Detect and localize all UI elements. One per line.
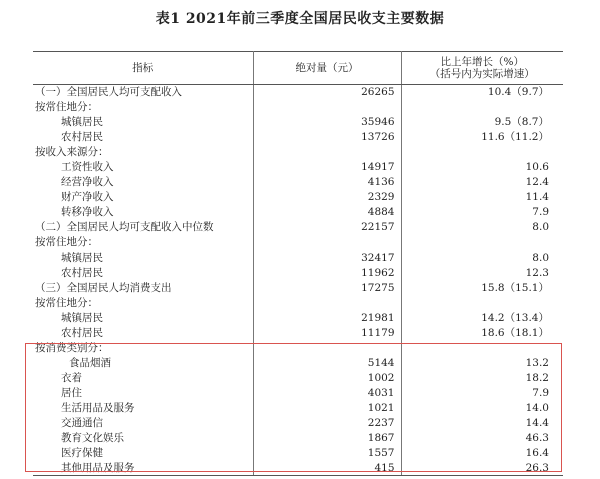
row-growth-value: [401, 145, 563, 160]
row-label: 生活用品及服务: [33, 400, 253, 415]
table-row: [33, 355, 563, 370]
row-label: 衣着: [33, 370, 253, 385]
row-label: 按常住地分：: [33, 235, 253, 250]
table-row: [33, 370, 563, 385]
row-label: 城镇居民: [33, 250, 253, 265]
table-row: [33, 265, 563, 280]
row-growth-value: 7.9: [532, 386, 549, 399]
row-absolute-value: 5144: [253, 355, 401, 370]
row-absolute-value: [253, 235, 401, 250]
table-row: [33, 205, 563, 220]
row-label: 交通通信: [33, 416, 253, 431]
row-absolute-value: 1557: [253, 446, 401, 461]
row-growth-value: 18.6（18.1）: [481, 326, 549, 339]
row-label: （三）全国居民人均消费支出: [33, 280, 253, 295]
row-growth-value: 11.6（11.2）: [481, 131, 549, 144]
row-label: 食品烟酒: [33, 355, 253, 370]
table-row: [33, 340, 563, 355]
row-label: 医疗保健: [33, 446, 253, 461]
header-growth-line2: （括号内为实际增速）: [429, 68, 535, 80]
table-row: [33, 385, 563, 400]
table-row: [33, 235, 563, 250]
row-label: （二）全国居民人均可支配收入中位数: [33, 220, 253, 235]
row-absolute-value: 32417: [253, 250, 401, 265]
row-absolute-value: 4884: [253, 205, 401, 220]
row-absolute-value: 26265: [253, 85, 401, 100]
row-label: 农村居民: [33, 265, 253, 280]
table-row: [33, 190, 563, 205]
row-absolute-value: 13726: [253, 130, 401, 145]
table-row: [33, 160, 563, 175]
row-absolute-value: [253, 295, 401, 310]
row-growth-value: 14.0: [525, 402, 549, 414]
row-label: （一）全国居民人均可支配收入: [33, 85, 253, 100]
row-absolute-value: 21981: [253, 310, 401, 325]
table-row: [33, 461, 563, 476]
row-label: 经营净收入: [33, 175, 253, 190]
row-growth-value: 26.3: [401, 461, 563, 476]
row-growth-value: 8.0: [532, 221, 549, 234]
row-absolute-value: 1867: [253, 431, 401, 446]
row-label: 工资性收入: [33, 160, 253, 175]
row-growth-value: 10.4（9.7）: [487, 86, 549, 99]
row-growth-value: [401, 100, 563, 115]
row-absolute-value: 11962: [253, 265, 401, 280]
table-row: [33, 295, 563, 310]
row-absolute-value: 4136: [253, 175, 401, 190]
table-row: [33, 325, 563, 340]
row-label: 按消费类别分：: [33, 340, 253, 355]
header-indicator: 指标: [33, 52, 253, 85]
row-label: 农村居民: [33, 325, 253, 340]
row-growth-value: 16.4: [525, 447, 549, 460]
table-row: [33, 220, 563, 235]
table-row: [33, 130, 563, 145]
row-growth-value: 14.4: [525, 417, 549, 430]
row-growth-value: 9.5（8.7）: [494, 116, 549, 129]
table-row: [33, 416, 563, 431]
row-label: 城镇居民: [33, 310, 253, 325]
header-growth: [401, 52, 563, 85]
row-absolute-value: 1002: [253, 370, 401, 385]
row-absolute-value: [253, 340, 401, 355]
row-growth-value: [401, 340, 563, 355]
row-label: 按收入来源分：: [33, 145, 253, 160]
table-row: [33, 145, 563, 160]
row-absolute-value: 415: [253, 461, 401, 476]
row-growth-value: [401, 235, 563, 250]
row-absolute-value: 35946: [253, 115, 401, 130]
table-row: [33, 446, 563, 461]
row-absolute-value: 17275: [253, 280, 401, 295]
table-row: [33, 85, 563, 100]
row-growth-value: 12.3: [525, 266, 549, 279]
row-growth-value: 7.9: [532, 206, 549, 219]
row-absolute-value: 2329: [253, 190, 401, 205]
row-growth-value: 15.8（15.1）: [481, 281, 549, 294]
row-label: 城镇居民: [33, 115, 253, 130]
income-expenditure-table: [33, 51, 563, 476]
table-row: [33, 431, 563, 446]
row-absolute-value: [253, 145, 401, 160]
row-label: 按常住地分：: [33, 100, 253, 115]
table-header-row: [33, 52, 563, 85]
table-row: [33, 175, 563, 190]
row-absolute-value: 11179: [253, 325, 401, 340]
header-absolute: 绝对量（元）: [253, 52, 401, 85]
row-label: 其他用品及服务: [33, 461, 253, 476]
header-growth-line1: 比上年增长（%）: [440, 56, 524, 68]
table-row: [33, 400, 563, 415]
row-absolute-value: 1021: [253, 400, 401, 415]
row-absolute-value: [253, 100, 401, 115]
row-label: 按常住地分：: [33, 295, 253, 310]
table-row: [33, 100, 563, 115]
table-title: 表1 2021年前三季度全国居民收支主要数据: [155, 11, 445, 27]
row-growth-value: 10.6: [525, 161, 549, 174]
row-absolute-value: 14917: [253, 160, 401, 175]
row-growth-value: 11.4: [525, 191, 549, 204]
row-label: 转移净收入: [33, 205, 253, 220]
row-absolute-value: 4031: [253, 385, 401, 400]
table-body: [33, 85, 563, 476]
row-label: 农村居民: [33, 130, 253, 145]
row-growth-value: [401, 295, 563, 310]
table-row: [33, 250, 563, 265]
row-growth-value: 12.4: [525, 176, 549, 189]
row-growth-value: 14.2（13.4）: [481, 311, 549, 324]
row-growth-value: 8.0: [532, 251, 549, 264]
table-row: [33, 280, 563, 295]
row-growth-value: 13.2: [525, 356, 549, 369]
row-label: 教育文化娱乐: [33, 431, 253, 446]
row-label: 财产净收入: [33, 190, 253, 205]
row-label: 居住: [33, 385, 253, 400]
row-absolute-value: 22157: [253, 220, 401, 235]
table-row: [33, 115, 563, 130]
table-row: [33, 310, 563, 325]
row-growth-value: 18.2: [525, 371, 549, 384]
row-growth-value: 46.3: [525, 432, 549, 445]
row-absolute-value: 2237: [253, 416, 401, 431]
